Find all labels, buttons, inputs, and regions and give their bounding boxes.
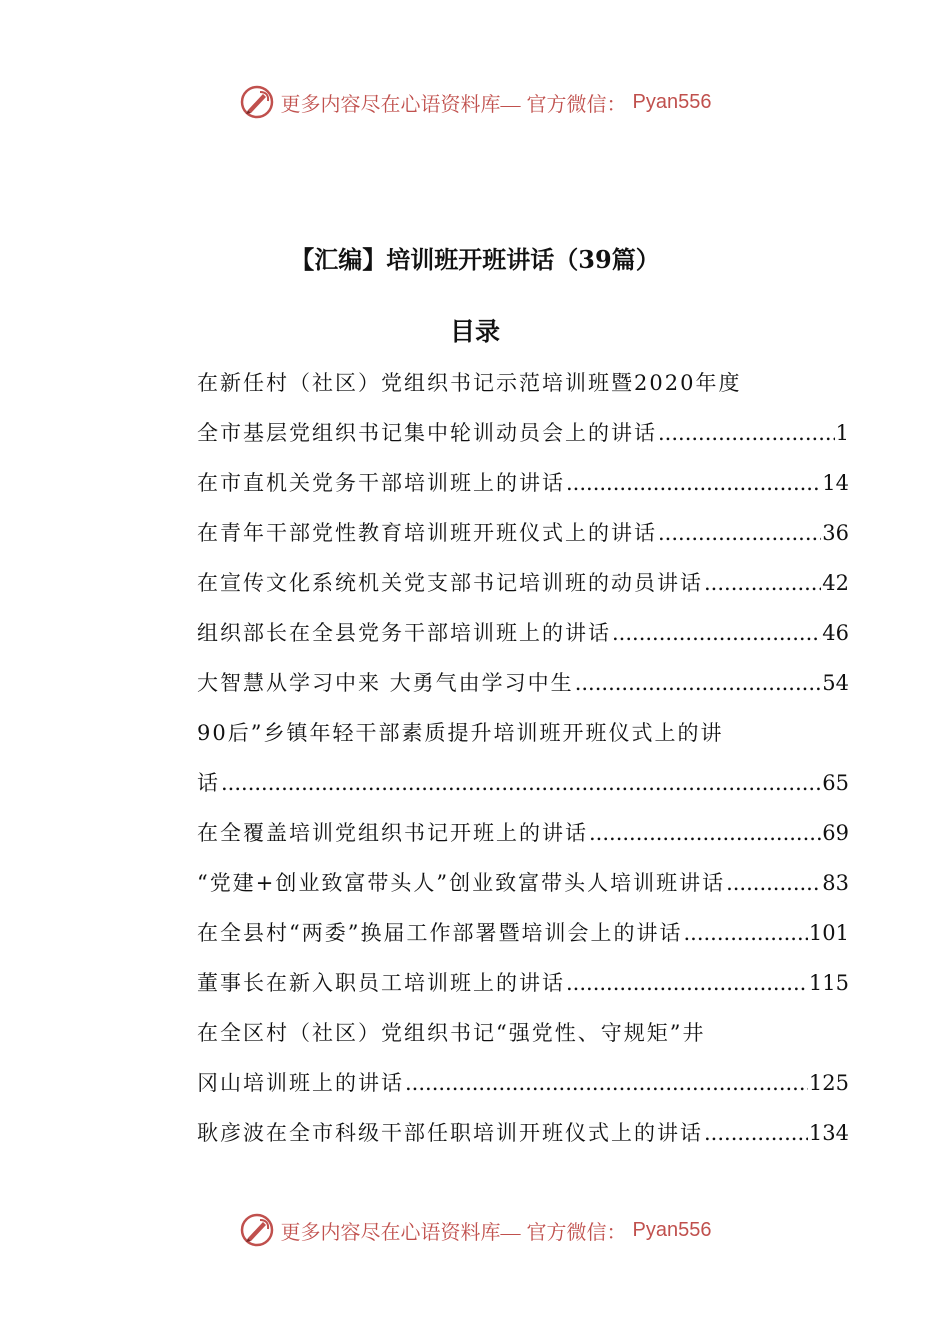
footer-banner <box>0 1212 950 1248</box>
toc-entry[interactable] <box>197 1008 849 1058</box>
toc-entry[interactable] <box>197 508 849 558</box>
dot-leader <box>704 1108 808 1158</box>
banner-prefix: 更多内容尽在心语资料库— <box>280 1221 521 1244</box>
toc-entry-text: 全市基层党组织书记集中轮训动员会上的讲话 <box>197 421 657 445</box>
toc-entry[interactable] <box>197 408 849 458</box>
toc-entry[interactable] <box>197 608 849 658</box>
toc-entry-text: 在宣传文化系统机关党支部书记培训班的动员讲话 <box>197 571 703 595</box>
dot-leader <box>566 458 821 508</box>
toc-entry[interactable] <box>197 358 849 408</box>
toc-page-number: 115 <box>808 971 849 995</box>
pen-nib-logo-icon <box>239 1212 275 1248</box>
dot-leader <box>566 958 808 1008</box>
toc-page-number: 83 <box>822 871 849 895</box>
toc-entry-text: 在新任村（社区）党组织书记示范培训班暨2020年度 <box>197 371 742 395</box>
toc-page-number: 42 <box>822 571 849 595</box>
toc-entry-text: 90后”乡镇年轻干部素质提升培训班开班仪式上的讲 <box>197 721 724 745</box>
toc-entry[interactable] <box>197 858 849 908</box>
toc-page-number: 54 <box>822 671 849 695</box>
toc-entry-text: 组织部长在全县党务干部培训班上的讲话 <box>197 621 611 645</box>
table-of-contents <box>197 358 849 1158</box>
toc-entry[interactable] <box>197 908 849 958</box>
toc-heading: 目录 <box>449 317 500 346</box>
toc-page-number: 134 <box>808 1121 849 1145</box>
dot-leader <box>575 658 822 708</box>
dot-leader <box>658 408 835 458</box>
toc-page-number: 101 <box>808 921 849 945</box>
dot-leader <box>612 608 821 658</box>
banner-wechat-id: Pyan556 <box>632 1218 712 1241</box>
banner-wechat-label: 官方微信： <box>526 1221 627 1244</box>
toc-entry[interactable] <box>197 808 849 858</box>
dot-leader <box>405 1058 808 1108</box>
toc-entry[interactable] <box>197 958 849 1008</box>
toc-page-number: 46 <box>822 621 849 645</box>
toc-page-number: 1 <box>835 421 849 445</box>
pen-nib-logo-icon <box>239 84 275 120</box>
dot-leader <box>704 558 821 608</box>
dot-leader <box>683 908 807 958</box>
toc-entry[interactable] <box>197 708 849 758</box>
toc-entry-text: 耿彦波在全市科级干部任职培训开班仪式上的讲话 <box>197 1121 703 1145</box>
toc-entry-text: 在青年干部党性教育培训班开班仪式上的讲话 <box>197 521 657 545</box>
toc-page-number: 69 <box>822 821 849 845</box>
toc-entry-text: 董事长在新入职员工培训班上的讲话 <box>197 971 565 995</box>
banner-wechat-label: 官方微信： <box>526 93 627 116</box>
toc-entry-text: 大智慧从学习中来 大勇气由学习中生 <box>197 671 574 695</box>
toc-page-number: 65 <box>822 771 849 795</box>
toc-entry[interactable] <box>197 658 849 708</box>
toc-entry[interactable] <box>197 758 849 808</box>
toc-entry-text: 在全覆盖培训党组织书记开班上的讲话 <box>197 821 588 845</box>
toc-entry-text: 冈山培训班上的讲话 <box>197 1071 404 1095</box>
toc-page-number: 36 <box>822 521 849 545</box>
toc-entry-text: “党建+创业致富带头人”创业致富带头人培训班讲话 <box>197 871 726 895</box>
document-title: 【汇编】培训班开班讲话（39篇） <box>290 245 660 274</box>
toc-entry[interactable] <box>197 1108 849 1158</box>
header-banner <box>0 84 950 120</box>
toc-entry-text: 在全县村“两委”换届工作部署暨培训会上的讲话 <box>197 921 683 945</box>
banner-prefix: 更多内容尽在心语资料库— <box>280 93 521 116</box>
dot-leader <box>726 858 821 908</box>
toc-entry[interactable] <box>197 558 849 608</box>
dot-leader <box>221 758 821 808</box>
toc-entry-text: 话 <box>197 771 220 795</box>
toc-entry-text: 在全区村（社区）党组织书记“强党性、守规矩”井 <box>197 1021 706 1045</box>
banner-wechat-id: Pyan556 <box>632 90 712 113</box>
toc-page-number: 14 <box>822 471 849 495</box>
toc-entry[interactable] <box>197 1058 849 1108</box>
dot-leader <box>658 508 821 558</box>
toc-entry[interactable] <box>197 458 849 508</box>
toc-entry-text: 在市直机关党务干部培训班上的讲话 <box>197 471 565 495</box>
toc-page-number: 125 <box>808 1071 849 1095</box>
dot-leader <box>589 808 821 858</box>
